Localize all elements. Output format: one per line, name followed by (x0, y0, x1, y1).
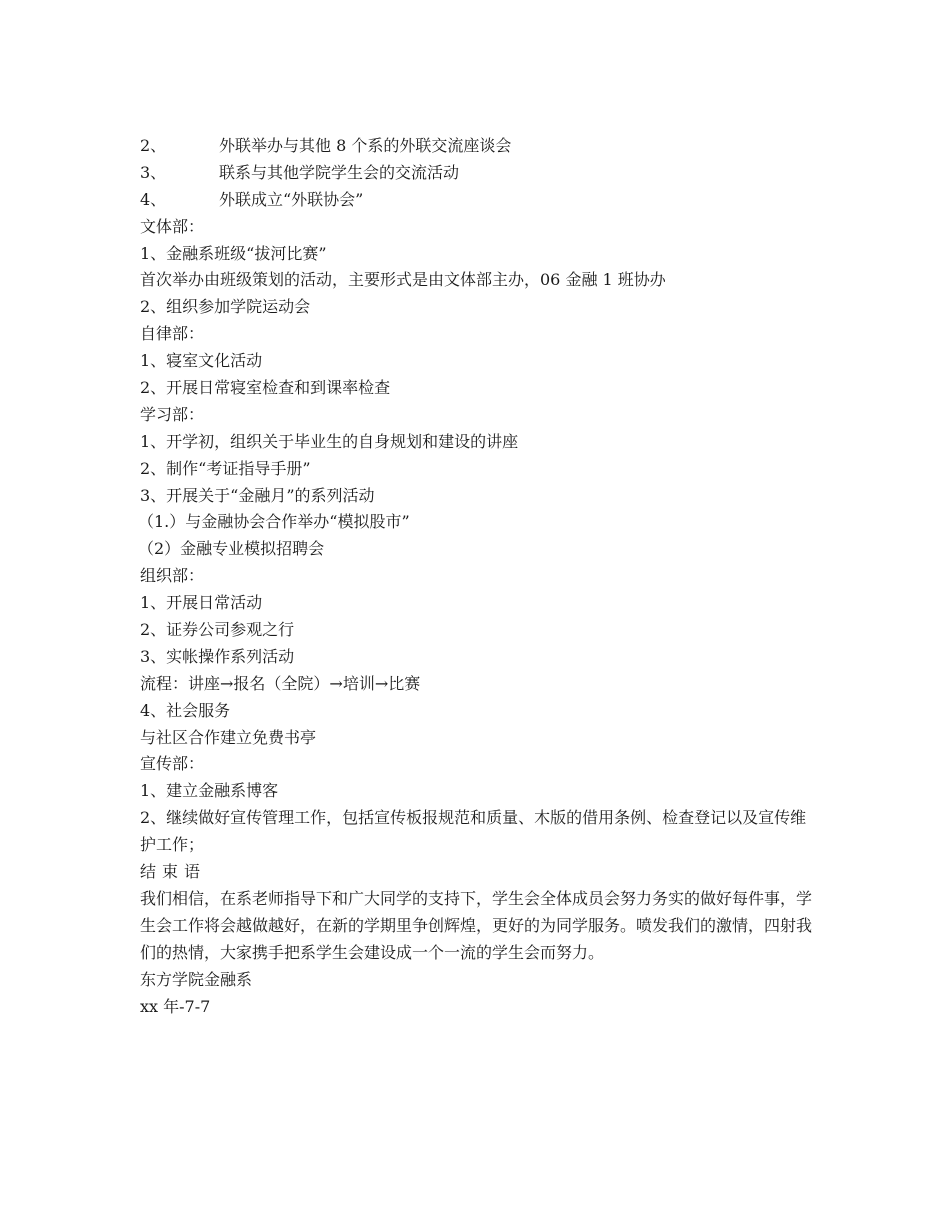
date: xx 年-7-7 (140, 996, 211, 1016)
list-number: 2、 (140, 136, 167, 155)
document-body (140, 133, 812, 1020)
conclusion-paragraph: 我们相信，在系老师指导下和广大同学的支持下，学生会全体成员会努力务实的做好每件事，学生会工作将会越做越好，在新的学期里争创辉煌，更好的为同学服务。喷发我们的激情，四射我们的热情，大家携手把系学生会建设成一个一流的学生会而努力。 (140, 888, 813, 962)
list-item (140, 133, 812, 160)
paragraph: 2、制作“考证指导手册” (140, 458, 311, 478)
paragraph: 1、金融系班级“拔河比赛” (140, 243, 327, 263)
paragraph: 3、实帐操作系列活动 (140, 646, 295, 666)
list-item (140, 160, 812, 187)
paragraph: 与社区合作建立免费书亭 (140, 727, 317, 747)
paragraph: 1、开展日常活动 (140, 593, 263, 613)
paragraph: 3、开展关于“金融月”的系列活动 (140, 485, 375, 505)
paragraph: 2、证券公司参观之行 (140, 620, 295, 640)
paragraph: 1、建立金融系博客 (140, 781, 279, 801)
section-heading-xuexi: 学习部： (140, 404, 205, 424)
section-heading-xuanchuan: 宣传部： (140, 754, 205, 774)
conclusion-heading: 结束语 (140, 862, 207, 882)
list-item (140, 187, 812, 214)
list-number: 4、 (140, 189, 167, 209)
list-text: 外联举办与其他 8 个系的外联交流座谈会 (219, 136, 512, 155)
paragraph: 流程：讲座→报名（全院）→培训→比赛 (140, 673, 421, 693)
list-number: 3、 (140, 162, 167, 182)
paragraph: 4、社会服务 (140, 700, 231, 720)
paragraph: 2、开展日常寝室检查和到课率检查 (140, 378, 391, 398)
list-text: 联系与其他学院学生会的交流活动 (219, 162, 460, 182)
paragraph: （2）金融专业模拟招聘会 (138, 539, 325, 559)
list-text: 外联成立“外联协会” (219, 189, 364, 209)
paragraph: 1、开学初，组织关于毕业生的自身规划和建设的讲座 (140, 431, 519, 451)
section-heading-zilv: 自律部： (140, 324, 205, 344)
section-heading-wenti: 文体部： (140, 216, 205, 236)
paragraph: （1.）与金融协会合作举办“模拟股市” (138, 512, 410, 532)
paragraph: 首次举办由班级策划的活动，主要形式是由文体部主办，06 金融 1 班协办 (140, 270, 666, 290)
signature: 东方学院金融系 (140, 969, 253, 989)
paragraph: 2、组织参加学院运动会 (140, 297, 311, 317)
paragraph: 2、继续做好宣传管理工作，包括宣传板报规范和质量、木版的借用条例、检查登记以及宣传维护工作； (140, 808, 807, 855)
paragraph: 1、寝室文化活动 (140, 351, 263, 371)
section-heading-zuzhi: 组织部： (140, 566, 205, 586)
